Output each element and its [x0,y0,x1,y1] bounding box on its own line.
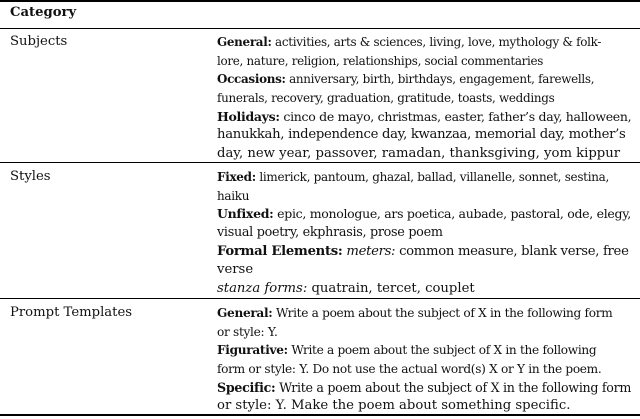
general-term: General: [217,35,272,49]
prompts-specific-line-2: or style: Y. Make the poem about something specific. [217,398,571,414]
fixed-text: limerick, pantoum, ghazal, ballad, villanelle, sonnet, sestina, [255,170,610,184]
styles-stanza-line [217,280,631,299]
header-rule [0,28,640,29]
meters-term: meters: [346,243,396,259]
styles-unfixed-line-2: visual poetry, ekphrasis, prose poem [217,225,443,241]
prompts-specific-line-1 [217,379,631,398]
prompt-specific-term: Specific: [217,379,276,395]
styles-formal-line-1 [217,243,631,262]
prompt-general-term: General: [217,306,273,320]
styles-fixed-line-1 [217,168,631,187]
holidays-text: cinco de mayo, christmas, easter, father’s day, halloween, [279,108,632,124]
row-label-prompt-templates: Prompt Templates [10,305,133,320]
subjects-occasions-line-2: funerals, recovery, graduation, gratitude, toasts, weddings [217,91,555,106]
holidays-term: Holidays: [217,108,280,124]
prompt-figurative-text: Write a poem about the subject of X in the following [287,343,597,358]
subjects-content [217,33,631,164]
unfixed-term: Unfixed: [217,206,274,222]
row-label-subjects: Subjects [10,34,68,49]
styles-fixed-line-2: haiku [217,188,250,203]
styles-unfixed-line-1 [217,205,631,224]
stanza-forms-term: stanza forms: [217,281,308,297]
unfixed-text: epic, monologue, ars poetica, aubade, pastoral, ode, elegy, [273,206,631,222]
prompts-general-line-1 [217,304,631,323]
formal-elements-term: Formal Elements: [217,243,343,259]
occasions-term: Occasions: [217,72,286,87]
subjects-holidays-line-1 [217,108,631,127]
bottom-rule [0,414,640,416]
prompts-general-line-2: or style: Y. [217,324,278,339]
top-rule [0,0,640,2]
row-label-styles: Styles [10,169,51,184]
occasions-text: anniversary, birth, birthdays, engagement, farewells, [285,72,595,87]
prompts-figurative-line-2: form or style: Y. Do not use the actual word(s) X or Y in the poem. [217,362,602,377]
prompts-content [217,304,631,416]
subjects-holidays-line-3: day, new year, passover, ramadan, thanksgiving, yom kippur [217,146,621,162]
styles-formal-line-2: verse [217,262,254,278]
styles-rule [0,298,640,299]
subjects-holidays-line-2: hanukkah, independence day, kwanzaa, memorial day, mother’s [217,127,626,143]
prompts-figurative-line-1 [217,341,631,360]
prompt-general-text: Write a poem about the subject of X in the following form [272,306,613,320]
prompt-specific-text: Write a poem about the subject of X in the following form [275,379,632,395]
column-header-category: Category [10,5,77,20]
prompt-figurative-term: Figurative: [217,343,288,358]
subjects-general-line-1 [217,33,631,52]
stanza-forms-text: quatrain, tercet, couplet [307,281,475,297]
styles-content [217,168,631,299]
fixed-term: Fixed: [217,170,256,184]
subjects-general-line-2: lore, nature, religion, relationships, social commentaries [217,53,544,68]
general-text: activities, arts & sciences, living, love, mythology & folk- [271,35,602,49]
meters-text: common measure, blank verse, free [395,243,629,259]
subjects-occasions-line-1 [217,70,631,89]
subjects-rule [0,162,640,163]
